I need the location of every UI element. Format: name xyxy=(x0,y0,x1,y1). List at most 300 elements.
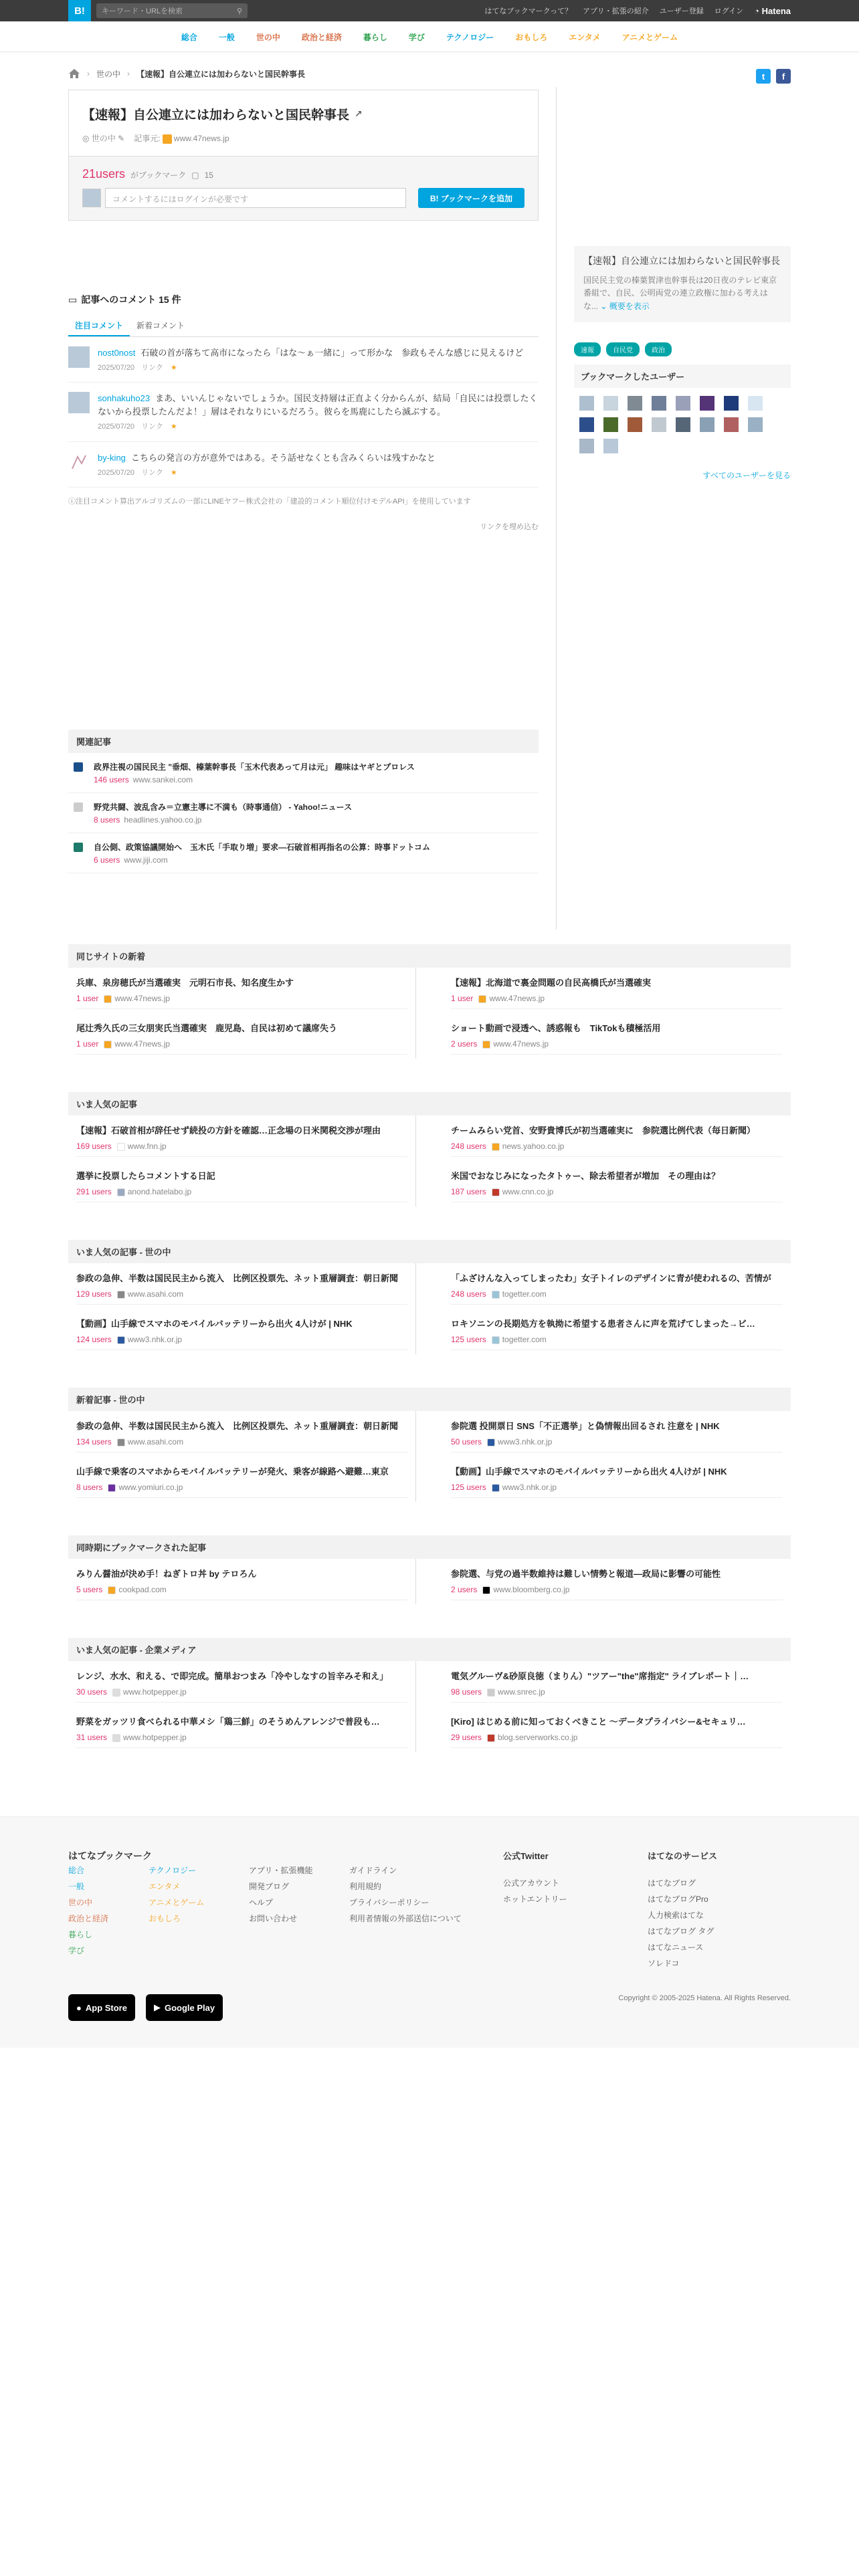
article-site[interactable]: www.47news.jp xyxy=(114,994,171,1003)
search-placeholder: キーワード・URLを検索 xyxy=(102,7,183,15)
article-users[interactable]: 2 users xyxy=(451,1585,478,1594)
footer-link[interactable]: ガイドライン xyxy=(349,1866,397,1875)
article-card[interactable] xyxy=(443,1263,791,1309)
article-site[interactable]: news.yahoo.co.jp xyxy=(502,1142,565,1151)
article-site[interactable]: www.47news.jp xyxy=(114,1039,171,1049)
comment-link[interactable]: リンク xyxy=(141,364,163,372)
breadcrumb-title: 【速報】自公連立には加わらないと国民幹事長 xyxy=(136,69,306,79)
nav-item-4[interactable]: 暮らし xyxy=(363,32,387,42)
related-title[interactable]: 自公側、政策協議開始へ 玉木氏「手取り増」要求―石破首相再指名の公算：時事ドットコム xyxy=(94,842,431,852)
entry-category-label[interactable]: 世の中 xyxy=(91,134,116,143)
site-favicon xyxy=(117,1336,125,1344)
comment-user[interactable]: nost0nost xyxy=(98,348,136,358)
article-site[interactable]: www.hotpepper.jp xyxy=(123,1733,187,1742)
comments-heading-text: 記事へのコメント 15 件 xyxy=(81,294,181,305)
article-title[interactable]: 【動画】山手線でスマホのモバイルバッテリーから出火 4人けが | NHK xyxy=(76,1319,353,1329)
footer-services-col xyxy=(648,1849,717,1971)
article-site[interactable]: www.47news.jp xyxy=(493,1039,549,1049)
article-title[interactable]: 参院選、与党の過半数維持は難しい情勢と報道—政局に影響の可能性 xyxy=(451,1569,721,1579)
site-favicon xyxy=(108,1586,116,1594)
article-meta xyxy=(451,1483,783,1498)
footer-heading: はてなのサービス xyxy=(648,1851,718,1861)
footer-link[interactable]: アニメとゲーム xyxy=(149,1898,205,1907)
article-site[interactable]: www3.nhk.or.jp xyxy=(502,1483,557,1492)
related-body xyxy=(94,841,430,865)
user-avatar[interactable] xyxy=(724,417,739,432)
global-header xyxy=(0,0,859,21)
article-users[interactable]: 31 users xyxy=(76,1733,108,1742)
related-site[interactable]: www.sankei.com xyxy=(132,774,193,784)
site-favicon xyxy=(482,1586,490,1594)
entry-source[interactable] xyxy=(134,132,229,144)
article-title[interactable]: 野菜をガッツリ食べられる中華メシ「鶏三鮮」のそうめんアレンジで普段も… xyxy=(76,1717,380,1727)
article-meta xyxy=(451,1335,783,1350)
article-title[interactable]: 参政の急伸、半数は国民民主から流入 比例区投票先、ネット重層調査：朝日新聞 xyxy=(76,1421,399,1431)
article-card[interactable] xyxy=(68,1661,416,1707)
tag[interactable]: 自民党 xyxy=(606,342,640,356)
article-meta xyxy=(451,994,783,1009)
lower-sections xyxy=(68,944,791,1752)
star-icon[interactable]: ★ xyxy=(168,468,177,477)
site-favicon xyxy=(117,1291,125,1299)
footer-link[interactable]: はてなブログ xyxy=(648,1879,696,1888)
article-card[interactable] xyxy=(443,1115,791,1161)
entry-box xyxy=(68,90,539,221)
user-avatar[interactable] xyxy=(700,396,714,411)
article-card[interactable] xyxy=(443,1161,791,1206)
article-meta xyxy=(76,1687,407,1703)
footer-link[interactable]: 公式アカウント xyxy=(503,1879,559,1888)
site-favicon xyxy=(104,1041,112,1049)
article-card[interactable] xyxy=(68,1411,416,1457)
article-meta xyxy=(76,1483,407,1498)
site-favicon xyxy=(482,1041,490,1049)
tag[interactable]: 速報 xyxy=(574,342,601,356)
register-link[interactable]: ユーザー登録 xyxy=(659,7,704,15)
related-meta xyxy=(94,775,415,784)
embed-link[interactable]: リンクを埋め込む xyxy=(480,522,539,531)
hatena-bookmark-logo[interactable]: B! xyxy=(68,0,91,21)
article-meta xyxy=(76,1437,407,1453)
footer-link[interactable]: ヘルプ xyxy=(249,1898,274,1907)
tag-list xyxy=(574,342,791,356)
footer-link[interactable]: 世の中 xyxy=(68,1898,93,1907)
nav-item-9[interactable]: アニメとゲーム xyxy=(622,32,678,42)
breadcrumb xyxy=(68,60,791,87)
related-users[interactable]: 146 users xyxy=(94,774,129,784)
article-card[interactable] xyxy=(68,1013,416,1059)
article-users[interactable]: 98 users xyxy=(451,1687,482,1697)
article-card[interactable] xyxy=(443,1411,791,1457)
article-users[interactable]: 129 users xyxy=(76,1289,112,1299)
footer-link[interactable]: お問い合わせ xyxy=(249,1914,298,1923)
article-title[interactable]: 米国でおなじみになったタトゥー、除去希望者が増加 その理由は？ xyxy=(451,1171,721,1181)
apps-link[interactable]: アプリ・拡張の紹介 xyxy=(583,7,649,15)
article-meta xyxy=(76,1142,407,1157)
nav-item-8[interactable]: エンタメ xyxy=(569,32,601,42)
section-heading: 同じサイトの新着 xyxy=(68,944,791,968)
comment-body xyxy=(98,451,436,479)
article-title[interactable]: みりん醤油が決め手！ねぎトロ丼 by テロろん xyxy=(76,1569,257,1579)
article-title[interactable]: 電気グルーヴ&砂原良徳（まりん）"ツアー"the"席指定" ライブレポート｜… xyxy=(451,1671,749,1681)
comment-meta xyxy=(98,467,436,479)
section-5 xyxy=(68,1638,791,1752)
article-site[interactable]: www3.nhk.or.jp xyxy=(127,1335,183,1344)
summary-title[interactable]: 【速報】自公連立には加わらないと国民幹事長 xyxy=(583,255,780,266)
article-site[interactable]: www3.nhk.or.jp xyxy=(498,1437,553,1446)
user-avatar[interactable] xyxy=(748,396,763,411)
article-meta xyxy=(76,1585,407,1600)
see-all-users-link[interactable]: すべてのユーザーを見る xyxy=(702,470,791,480)
user-avatar[interactable] xyxy=(628,417,642,432)
main-column xyxy=(68,87,557,930)
footer-link[interactable]: おもしろ xyxy=(149,1914,181,1923)
article-users[interactable]: 29 users xyxy=(451,1733,482,1742)
user-avatar[interactable] xyxy=(676,396,690,411)
avatar[interactable] xyxy=(68,451,90,473)
user-avatar[interactable] xyxy=(579,439,594,453)
entry-category[interactable]: ◎ 世の中 ✎ xyxy=(82,134,125,143)
footer-link[interactable]: 開発ブログ xyxy=(249,1882,290,1891)
article-site[interactable]: www.asahi.com xyxy=(127,1289,184,1299)
footer-link[interactable]: エンタメ xyxy=(149,1882,181,1891)
footer-link[interactable]: 暮らし xyxy=(68,1930,93,1939)
comment-meta xyxy=(98,421,539,433)
footer-link[interactable]: 一般 xyxy=(68,1882,85,1891)
user-avatar[interactable] xyxy=(603,439,618,453)
nav-item-2[interactable]: 世の中 xyxy=(256,32,280,42)
entry-title[interactable] xyxy=(82,105,524,123)
article-card[interactable] xyxy=(443,1559,791,1604)
comment-link[interactable]: リンク xyxy=(141,468,163,477)
related-body xyxy=(94,801,352,825)
article-card[interactable] xyxy=(68,1263,416,1309)
algorithm-note: ⓘ注目コメント算出アルゴリズムの一部にLINEヤフー株式会社の「建設的コメント順位付けモデルAPI」を使用しています xyxy=(68,497,471,506)
article-users[interactable]: 1 user xyxy=(451,994,474,1003)
app-store-label: App Store xyxy=(85,2002,127,2013)
article-card[interactable] xyxy=(443,968,791,1013)
article-title[interactable]: ショート動画で浸透へ、誘惑報も TikTokも積極活用 xyxy=(451,1023,661,1033)
tag[interactable]: 政治 xyxy=(645,342,672,356)
show-summary-label[interactable]: 概要を表示 xyxy=(609,301,650,311)
comment-field[interactable]: コメントするにはログインが必要です xyxy=(105,188,406,208)
site-favicon xyxy=(478,995,486,1003)
article-meta xyxy=(451,1039,783,1055)
article-site[interactable]: cookpad.com xyxy=(118,1585,167,1594)
comment-date[interactable]: 2025/07/20 xyxy=(98,364,135,372)
article-site[interactable]: togetter.com xyxy=(502,1289,547,1299)
user-avatar[interactable] xyxy=(748,417,763,432)
apple-icon: ● xyxy=(76,2002,82,2013)
user-avatar[interactable] xyxy=(579,396,594,411)
user-avatar[interactable] xyxy=(603,396,618,411)
comment-date[interactable]: 2025/07/20 xyxy=(98,423,135,431)
site-favicon xyxy=(487,1438,495,1446)
show-summary-link[interactable]: ⌄ 概要を表示 xyxy=(600,301,650,311)
copyright: Copyright © 2005-2025 Hatena. All Rights Reserved. xyxy=(618,1994,791,2002)
footer-link[interactable]: はてなブログ タグ xyxy=(648,1927,714,1936)
avatar[interactable] xyxy=(68,392,90,413)
article-users[interactable]: 1 user xyxy=(76,1039,99,1049)
article-card[interactable] xyxy=(68,1707,416,1752)
section-grid xyxy=(68,1559,791,1604)
article-users[interactable]: 2 users xyxy=(451,1039,478,1049)
comment-link[interactable]: リンク xyxy=(141,423,163,431)
nav-item-1[interactable]: 一般 xyxy=(218,32,235,42)
article-card[interactable] xyxy=(68,1161,416,1206)
article-users[interactable]: 291 users xyxy=(76,1187,112,1196)
entry-title-text[interactable]: 【速報】自公連立には加わらないと国民幹事長 xyxy=(82,108,350,122)
article-meta xyxy=(451,1437,783,1453)
article-title[interactable]: 山手線で乗客のスマホからモバイルバッテリーが発火、乗客が線路へ避難…東京 xyxy=(76,1467,389,1477)
summary-desc xyxy=(583,274,781,313)
chevron-right-icon: › xyxy=(127,69,130,78)
google-play-badge[interactable] xyxy=(146,1994,223,2021)
footer-link[interactable]: 政治と経済 xyxy=(68,1914,109,1923)
comment-text: こちらの発言の方が意外ではある。そう話せなくとも含みくらいは残すかなと xyxy=(130,452,436,463)
search-icon[interactable]: ⚲ xyxy=(236,7,242,15)
play-icon: ▶ xyxy=(153,2002,161,2012)
sidebar xyxy=(557,87,791,930)
footer-link[interactable]: 利用規約 xyxy=(349,1882,382,1891)
footer-link[interactable]: 利用者情報の外部送信について xyxy=(349,1914,462,1923)
entry-summary-card xyxy=(574,246,791,322)
comment-date[interactable]: 2025/07/20 xyxy=(98,468,135,477)
footer-bookmark-col xyxy=(68,1849,503,1971)
article-title[interactable]: チームみらい党首、安野貴博氏が初当選確実に 参院選比例代表（毎日新聞） xyxy=(451,1125,756,1136)
article-meta xyxy=(451,1733,783,1748)
article-site[interactable]: www.hotpepper.jp xyxy=(123,1687,187,1697)
nav-item-5[interactable]: 学び xyxy=(408,32,425,42)
article-users[interactable]: 50 users xyxy=(451,1437,482,1446)
article-title[interactable]: 参政の急伸、半数は国民民主から流入 比例区投票先、ネット重層調査：朝日新聞 xyxy=(76,1273,399,1283)
comment-user[interactable]: by-king xyxy=(98,452,126,463)
related-body xyxy=(94,761,415,784)
site-favicon xyxy=(74,843,83,852)
bookmark-user-avatars xyxy=(574,388,791,461)
app-store-badge[interactable] xyxy=(68,1994,135,2021)
user-avatar[interactable] xyxy=(652,417,666,432)
edit-icon[interactable]: ✎ xyxy=(118,134,125,143)
nav-item-7[interactable]: おもしろ xyxy=(515,32,548,42)
comment-count: 15 xyxy=(204,171,213,180)
footer-link[interactable]: ホットエントリー xyxy=(503,1895,567,1904)
hatena-brand[interactable] xyxy=(754,6,791,16)
footer-link[interactable]: アプリ・拡張機能 xyxy=(249,1866,313,1875)
section-heading: いま人気の記事 - 世の中 xyxy=(68,1240,791,1263)
comment-user[interactable]: sonhakuho23 xyxy=(98,393,151,404)
user-avatar[interactable] xyxy=(652,396,666,411)
summary-desc-text: 国民民主党の榛葉賀津也幹事長は20日夜のテレビ東京番組で、自民、公明両党の連立政権に加わる考えはな... xyxy=(583,276,777,311)
nav-item-6[interactable]: テクノロジー xyxy=(446,32,494,42)
external-link-icon[interactable]: ↗ xyxy=(355,108,363,119)
add-bookmark-button[interactable]: B! ブックマークを追加 xyxy=(418,188,524,208)
site-favicon xyxy=(492,1484,500,1492)
source-domain[interactable]: www.47news.jp xyxy=(173,134,229,143)
article-site[interactable]: www.cnn.co.jp xyxy=(502,1187,554,1196)
related-site[interactable]: www.jiji.com xyxy=(124,855,168,865)
section-grid xyxy=(68,1411,791,1502)
article-site[interactable]: www.snrec.jp xyxy=(498,1687,545,1697)
related-item[interactable] xyxy=(68,793,539,833)
article-users[interactable]: 134 users xyxy=(76,1437,112,1446)
twitter-icon[interactable]: t xyxy=(756,69,771,84)
footer-link[interactable]: テクノロジー xyxy=(149,1866,197,1875)
article-meta xyxy=(76,1335,407,1350)
article-meta xyxy=(76,994,407,1009)
article-site[interactable]: www.bloomberg.co.jp xyxy=(493,1585,570,1594)
related-title[interactable]: 野党共闘、波乱含み＝立憲主導に不満も（時事通信） - Yahoo!ニュース xyxy=(94,802,353,812)
article-card[interactable] xyxy=(68,1115,416,1161)
article-card[interactable] xyxy=(443,1661,791,1707)
related-meta xyxy=(94,855,430,865)
user-avatar[interactable] xyxy=(724,396,739,411)
article-title[interactable]: [Kiro] はじめる前に知っておくべきこと ～データプライバシー&セキュリ… xyxy=(451,1717,746,1727)
star-icon[interactable]: ★ xyxy=(168,364,177,372)
user-avatar[interactable] xyxy=(700,417,714,432)
article-card[interactable] xyxy=(68,968,416,1013)
article-users[interactable]: 30 users xyxy=(76,1687,108,1697)
article-card[interactable] xyxy=(443,1013,791,1059)
home-icon[interactable] xyxy=(68,68,80,79)
article-card[interactable] xyxy=(68,1457,416,1502)
footer-link[interactable]: 学び xyxy=(68,1946,85,1955)
comment-icon: ▭ xyxy=(68,294,78,305)
bookmark-users-heading: ブックマークしたユーザー xyxy=(574,364,791,388)
article-site[interactable]: www.yomiuri.co.jp xyxy=(118,1483,183,1492)
source-label: 記事元: xyxy=(134,134,161,143)
article-users[interactable]: 248 users xyxy=(451,1289,486,1299)
section-0 xyxy=(68,944,791,1059)
user-avatar[interactable] xyxy=(676,417,690,432)
footer-link[interactable]: はてなブログPro xyxy=(648,1895,708,1904)
site-favicon xyxy=(117,1438,125,1446)
site-favicon xyxy=(487,1734,495,1742)
comment-text: 石破の首が落ちて高市になったら「はな〜ぁ一緒に」って形かな 参政もそんな感じに見えるけど xyxy=(140,348,524,358)
site-favicon xyxy=(117,1188,125,1196)
avatar[interactable] xyxy=(68,346,90,368)
related-users[interactable]: 8 users xyxy=(94,815,120,825)
section-4 xyxy=(68,1535,791,1604)
site-favicon xyxy=(492,1291,500,1299)
article-title[interactable]: 参院選 投開票日 SNS「不正選挙」と偽情報出回るされ 注意を | NHK xyxy=(451,1421,720,1431)
section-heading: いま人気の記事 - 企業メディア xyxy=(68,1638,791,1661)
hatena-brand-label: Hatena xyxy=(761,5,791,16)
star-icon[interactable]: ★ xyxy=(168,423,177,431)
article-card[interactable] xyxy=(443,1457,791,1502)
footer-link[interactable]: 総合 xyxy=(68,1866,85,1875)
section-grid xyxy=(68,1115,791,1206)
article-card[interactable] xyxy=(68,1309,416,1354)
footer-link[interactable]: ソレドコ xyxy=(648,1959,680,1968)
login-link[interactable]: ログイン xyxy=(714,7,744,15)
nav-item-3[interactable]: 政治と経済 xyxy=(301,32,342,42)
article-site[interactable]: www.47news.jp xyxy=(489,994,545,1003)
facebook-icon[interactable]: f xyxy=(776,69,791,84)
related-site[interactable]: headlines.yahoo.co.jp xyxy=(124,815,202,825)
article-site[interactable]: togetter.com xyxy=(502,1335,547,1344)
article-users[interactable]: 8 users xyxy=(76,1483,103,1492)
section-1 xyxy=(68,1092,791,1206)
article-title[interactable]: 【速報】北海道で裏金問題の自民高橋氏が当選確実 xyxy=(451,978,652,988)
article-users[interactable]: 1 user xyxy=(76,994,99,1003)
article-meta xyxy=(76,1289,407,1305)
article-title[interactable]: 選挙に投票したらコメントする日記 xyxy=(76,1171,215,1181)
related-meta xyxy=(94,815,352,825)
article-users[interactable]: 187 users xyxy=(451,1187,486,1196)
article-users[interactable]: 124 users xyxy=(76,1335,112,1344)
article-users[interactable]: 169 users xyxy=(76,1142,112,1151)
nav-item-0[interactable]: 総合 xyxy=(181,32,197,42)
related-users[interactable]: 6 users xyxy=(94,855,120,865)
footer-link[interactable]: 人力検索はてな xyxy=(648,1911,704,1920)
section-3 xyxy=(68,1388,791,1502)
footer-link[interactable]: プライバシーポリシー xyxy=(349,1898,430,1907)
article-title[interactable]: 尾辻秀久氏の三女朋実氏当選確実 鹿児島、自民は初めて議席失う xyxy=(76,1023,338,1033)
article-title[interactable]: 「ふざけんな入ってしまったわ」女子トイレのデザインに青が使われるの、苦情が xyxy=(451,1273,771,1283)
site-favicon xyxy=(74,802,83,812)
article-title[interactable]: レンジ、水水、和える、で即完成。簡単おつまみ「冷やしなすの旨辛みそ和え」 xyxy=(76,1671,389,1681)
article-card[interactable] xyxy=(443,1707,791,1752)
article-title[interactable]: 【速報】石破首相が辞任せず続投の方針を確認…正念場の日米関税交渉が理由 xyxy=(76,1125,381,1136)
tab-new-comments[interactable]: 新着コメント xyxy=(136,321,185,330)
related-item[interactable] xyxy=(68,753,539,793)
comment-body xyxy=(98,392,539,433)
about-link[interactable]: はてなブックマークって？ xyxy=(484,7,573,15)
article-users[interactable]: 5 users xyxy=(76,1585,103,1594)
related-title[interactable]: 政界注視の国民民主 "垂畑、榛葉幹事長「玉木代表あって月は元」 趣味はヤギとプロレス xyxy=(94,762,415,772)
algorithm-note-text: 注目コメント算出アルゴリズムの一部にLINEヤフー株式会社の「建設的コメント順位付けモデルAPI」を使用しています xyxy=(76,497,471,506)
article-site[interactable]: www.asahi.com xyxy=(127,1437,184,1446)
footer xyxy=(0,1816,859,2048)
related-item[interactable] xyxy=(68,833,539,873)
category-nav xyxy=(0,21,859,52)
comment-list xyxy=(68,337,539,488)
user-avatar[interactable] xyxy=(628,396,642,411)
article-site[interactable]: anond.hatelabo.jp xyxy=(127,1187,192,1196)
footer-heading: はてなブックマーク xyxy=(68,1850,153,1861)
article-users[interactable]: 125 users xyxy=(451,1335,486,1344)
source-favicon xyxy=(163,134,172,144)
comment-item xyxy=(68,337,539,383)
article-users[interactable]: 248 users xyxy=(451,1142,486,1151)
article-title[interactable]: 【動画】山手線でスマホのモバイルバッテリーから出火 4人けが | NHK xyxy=(451,1467,727,1477)
tab-popular-comments[interactable]: 注目コメント xyxy=(68,316,130,336)
user-avatar[interactable] xyxy=(603,417,618,432)
article-title[interactable]: 兵庫、泉房穂氏が当選確実 元明石市長、知名度生かす xyxy=(76,978,294,988)
breadcrumb-category[interactable]: 世の中 xyxy=(96,69,121,79)
article-site[interactable]: blog.serverworks.co.jp xyxy=(498,1733,578,1742)
comment-body xyxy=(98,346,523,374)
comment-text: まあ、いいんじゃないでしょうか。国民支持層は正直よく分からんが、結局「自民には投票したくないから投票したんだよ！」層はそれなりにいるだろう。彼らを馬鹿にしたら滅ぶする。 xyxy=(98,393,538,417)
site-favicon xyxy=(74,762,83,772)
article-meta xyxy=(76,1187,407,1202)
footer-link[interactable]: はてなニュース xyxy=(648,1943,704,1952)
site-favicon xyxy=(487,1689,495,1697)
user-avatar[interactable] xyxy=(579,417,594,432)
site-favicon xyxy=(117,1143,125,1151)
article-users[interactable]: 125 users xyxy=(451,1483,486,1492)
search-input[interactable] xyxy=(96,3,248,18)
article-card[interactable] xyxy=(443,1309,791,1354)
article-site[interactable]: www.fnn.jp xyxy=(127,1142,167,1151)
bookmark-users-count[interactable]: 21users xyxy=(82,167,126,181)
article-title[interactable]: ロキソニンの長期処方を執拗に希望する患者さんに声を荒げてしまった→ビ… xyxy=(451,1319,755,1329)
avatar xyxy=(82,189,101,207)
article-card[interactable] xyxy=(68,1559,416,1604)
comment-tabs xyxy=(68,316,539,337)
chevron-right-icon: › xyxy=(87,69,90,78)
